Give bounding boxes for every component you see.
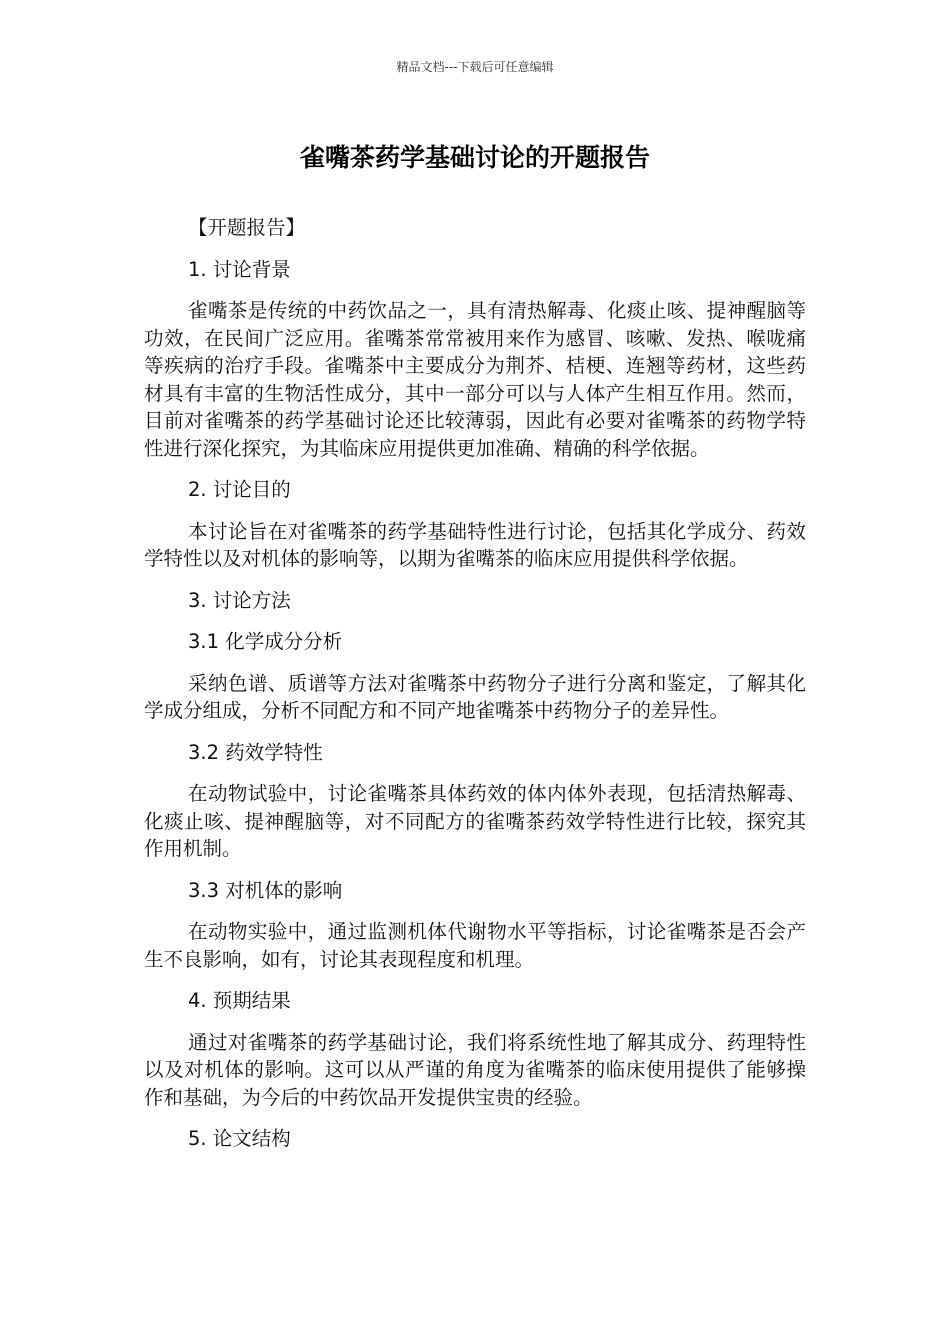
subsection-heading-effects-on-body: 3.3 对机体的影响	[188, 878, 343, 902]
section-heading-methods: 3. 讨论方法	[188, 588, 291, 612]
paragraph-background: 雀嘴茶是传统的中药饮品之一，具有清热解毒、化痰止咳、提神醒脑等功效，在民间广泛应用。雀嘴茶常常被用来作为感冒、咳嗽、发热、喉咙痛等疾病的治疗手段。雀嘴茶中主要成分为荆芥、桔梗、连翘等药材，这些药材具有丰富的生物活性成分，其中一部分可以与人体产生相互作用。然而，目前对雀嘴茶的药学基础讨论还比较薄弱，因此有必要对雀嘴茶的药物学特性进行深化探究，为其临床应用提供更加准确、精确的科学依据。	[144, 299, 806, 460]
paragraph-pharmacodynamics: 在动物试验中，讨论雀嘴茶具体药效的体内体外表现，包括清热解毒、化痰止咳、提神醒脑等，对不同配方的雀嘴茶药效学特性进行比较，探究其作用机制。	[144, 782, 806, 860]
section-heading-thesis-structure: 5. 论文结构	[188, 1127, 291, 1150]
section-label-opening-report: 【开题报告】	[188, 216, 306, 239]
paragraph-effects-on-body: 在动物实验中，通过监测机体代谢物水平等指标，讨论雀嘴茶是否会产生不良影响，如有，讨论其表现程度和机理。	[144, 920, 806, 971]
section-heading-background: 1. 讨论背景	[188, 257, 291, 281]
paragraph-chemical-analysis: 采纳色谱、质谱等方法对雀嘴茶中药物分子进行分离和鉴定，了解其化学成分组成，分析不同配方和不同产地雀嘴茶中药物分子的差异性。	[144, 671, 806, 722]
subsection-heading-pharmacodynamics: 3.2 药效学特性	[188, 740, 323, 764]
subsection-heading-chemical-analysis: 3.1 化学成分分析	[188, 630, 343, 653]
document-title: 雀嘴茶药学基础讨论的开题报告	[299, 143, 650, 172]
paragraph-purpose: 本讨论旨在对雀嘴茶的药学基础特性进行讨论，包括其化学成分、药效学特性以及对机体的影响等，以期为雀嘴茶的临床应用提供科学依据。	[144, 519, 806, 570]
section-heading-expected-results: 4. 预期结果	[188, 989, 291, 1012]
section-heading-purpose: 2. 讨论目的	[188, 478, 291, 501]
page-header-note: 精品文档---下载后可任意编辑	[396, 60, 554, 74]
document-body	[144, 214, 806, 1167]
paragraph-expected-results: 通过对雀嘴茶的药学基础讨论，我们将系统性地了解其成分、药理特性以及对机体的影响。这可以从严谨的角度为雀嘴茶的临床使用提供了能够操作和基础，为今后的中药饮品开发提供宝贵的经验。	[144, 1030, 806, 1109]
